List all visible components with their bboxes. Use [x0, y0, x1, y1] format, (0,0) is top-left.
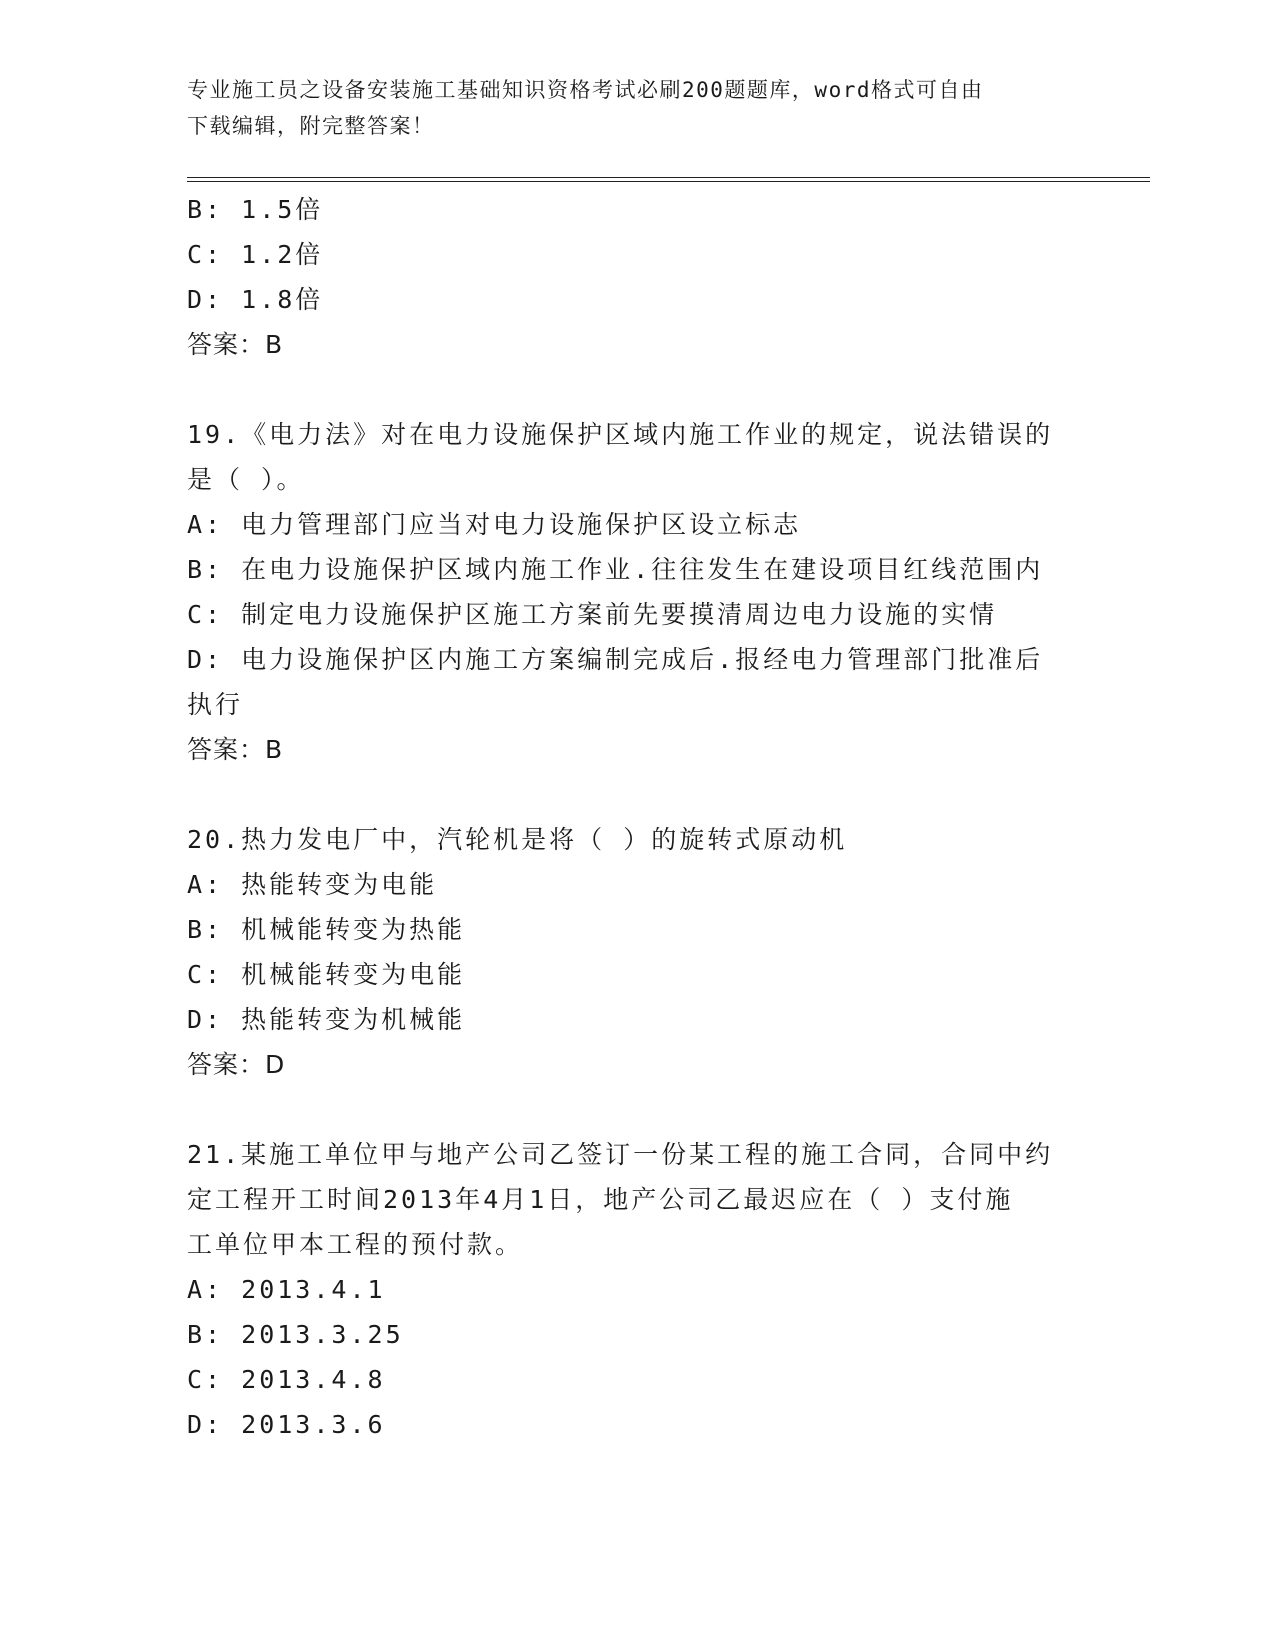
q19-option-b: B: 在电力设施保护区域内施工作业.往往发生在建设项目红线范围内	[187, 555, 1044, 584]
q19-stem-line-2: 是（ ）。	[187, 465, 305, 494]
q21-stem-line-1: 21.某施工单位甲与地产公司乙签订一份某工程的施工合同，合同中约	[187, 1140, 1054, 1169]
q19-answer: 答案：B	[187, 735, 284, 764]
header-title-line-2: 下载编辑，附完整答案！	[187, 114, 435, 138]
q19-option-c: C: 制定电力设施保护区施工方案前先要摸清周边电力设施的实情	[187, 600, 998, 629]
q18-answer: 答案：B	[187, 330, 284, 359]
q20-option-c: C: 机械能转变为电能	[187, 960, 466, 989]
header-divider-top	[187, 177, 1150, 178]
q19-option-d-line-2: 执行	[187, 690, 244, 719]
q19-stem-line-1: 19.《电力法》对在电力设施保护区域内施工作业的规定，说法错误的	[187, 420, 1054, 449]
q21-option-b: B: 2013.3.25	[187, 1320, 404, 1349]
q20-option-b: B: 机械能转变为热能	[187, 915, 466, 944]
q21-stem-line-3: 工单位甲本工程的预付款。	[187, 1230, 524, 1259]
q18-option-b: B: 1.5倍	[187, 195, 324, 224]
q18-option-d: D: 1.8倍	[187, 285, 324, 314]
q20-option-d: D: 热能转变为机械能	[187, 1005, 466, 1034]
q21-stem-line-2: 定工程开工时间2013年4月1日，地产公司乙最迟应在（ ）支付施	[187, 1185, 1014, 1214]
q19-option-a: A: 电力管理部门应当对电力设施保护区设立标志	[187, 510, 802, 539]
q20-option-a: A: 热能转变为电能	[187, 870, 438, 899]
q20-stem: 20.热力发电厂中，汽轮机是将（ ）的旋转式原动机	[187, 825, 848, 854]
q21-option-c: C: 2013.4.8	[187, 1365, 386, 1394]
page-header	[187, 72, 1087, 144]
header-title-line-1: 专业施工员之设备安装施工基础知识资格考试必刷200题题库，word格式可自由	[187, 78, 984, 102]
q18-option-c: C: 1.2倍	[187, 240, 324, 269]
header-divider-bottom	[187, 181, 1150, 182]
q19-option-d-line-1: D: 电力设施保护区内施工方案编制完成后.报经电力管理部门批准后	[187, 645, 1044, 674]
q21-option-d: D: 2013.3.6	[187, 1410, 386, 1439]
q20-answer: 答案：D	[187, 1050, 286, 1079]
q21-option-a: A: 2013.4.1	[187, 1275, 386, 1304]
